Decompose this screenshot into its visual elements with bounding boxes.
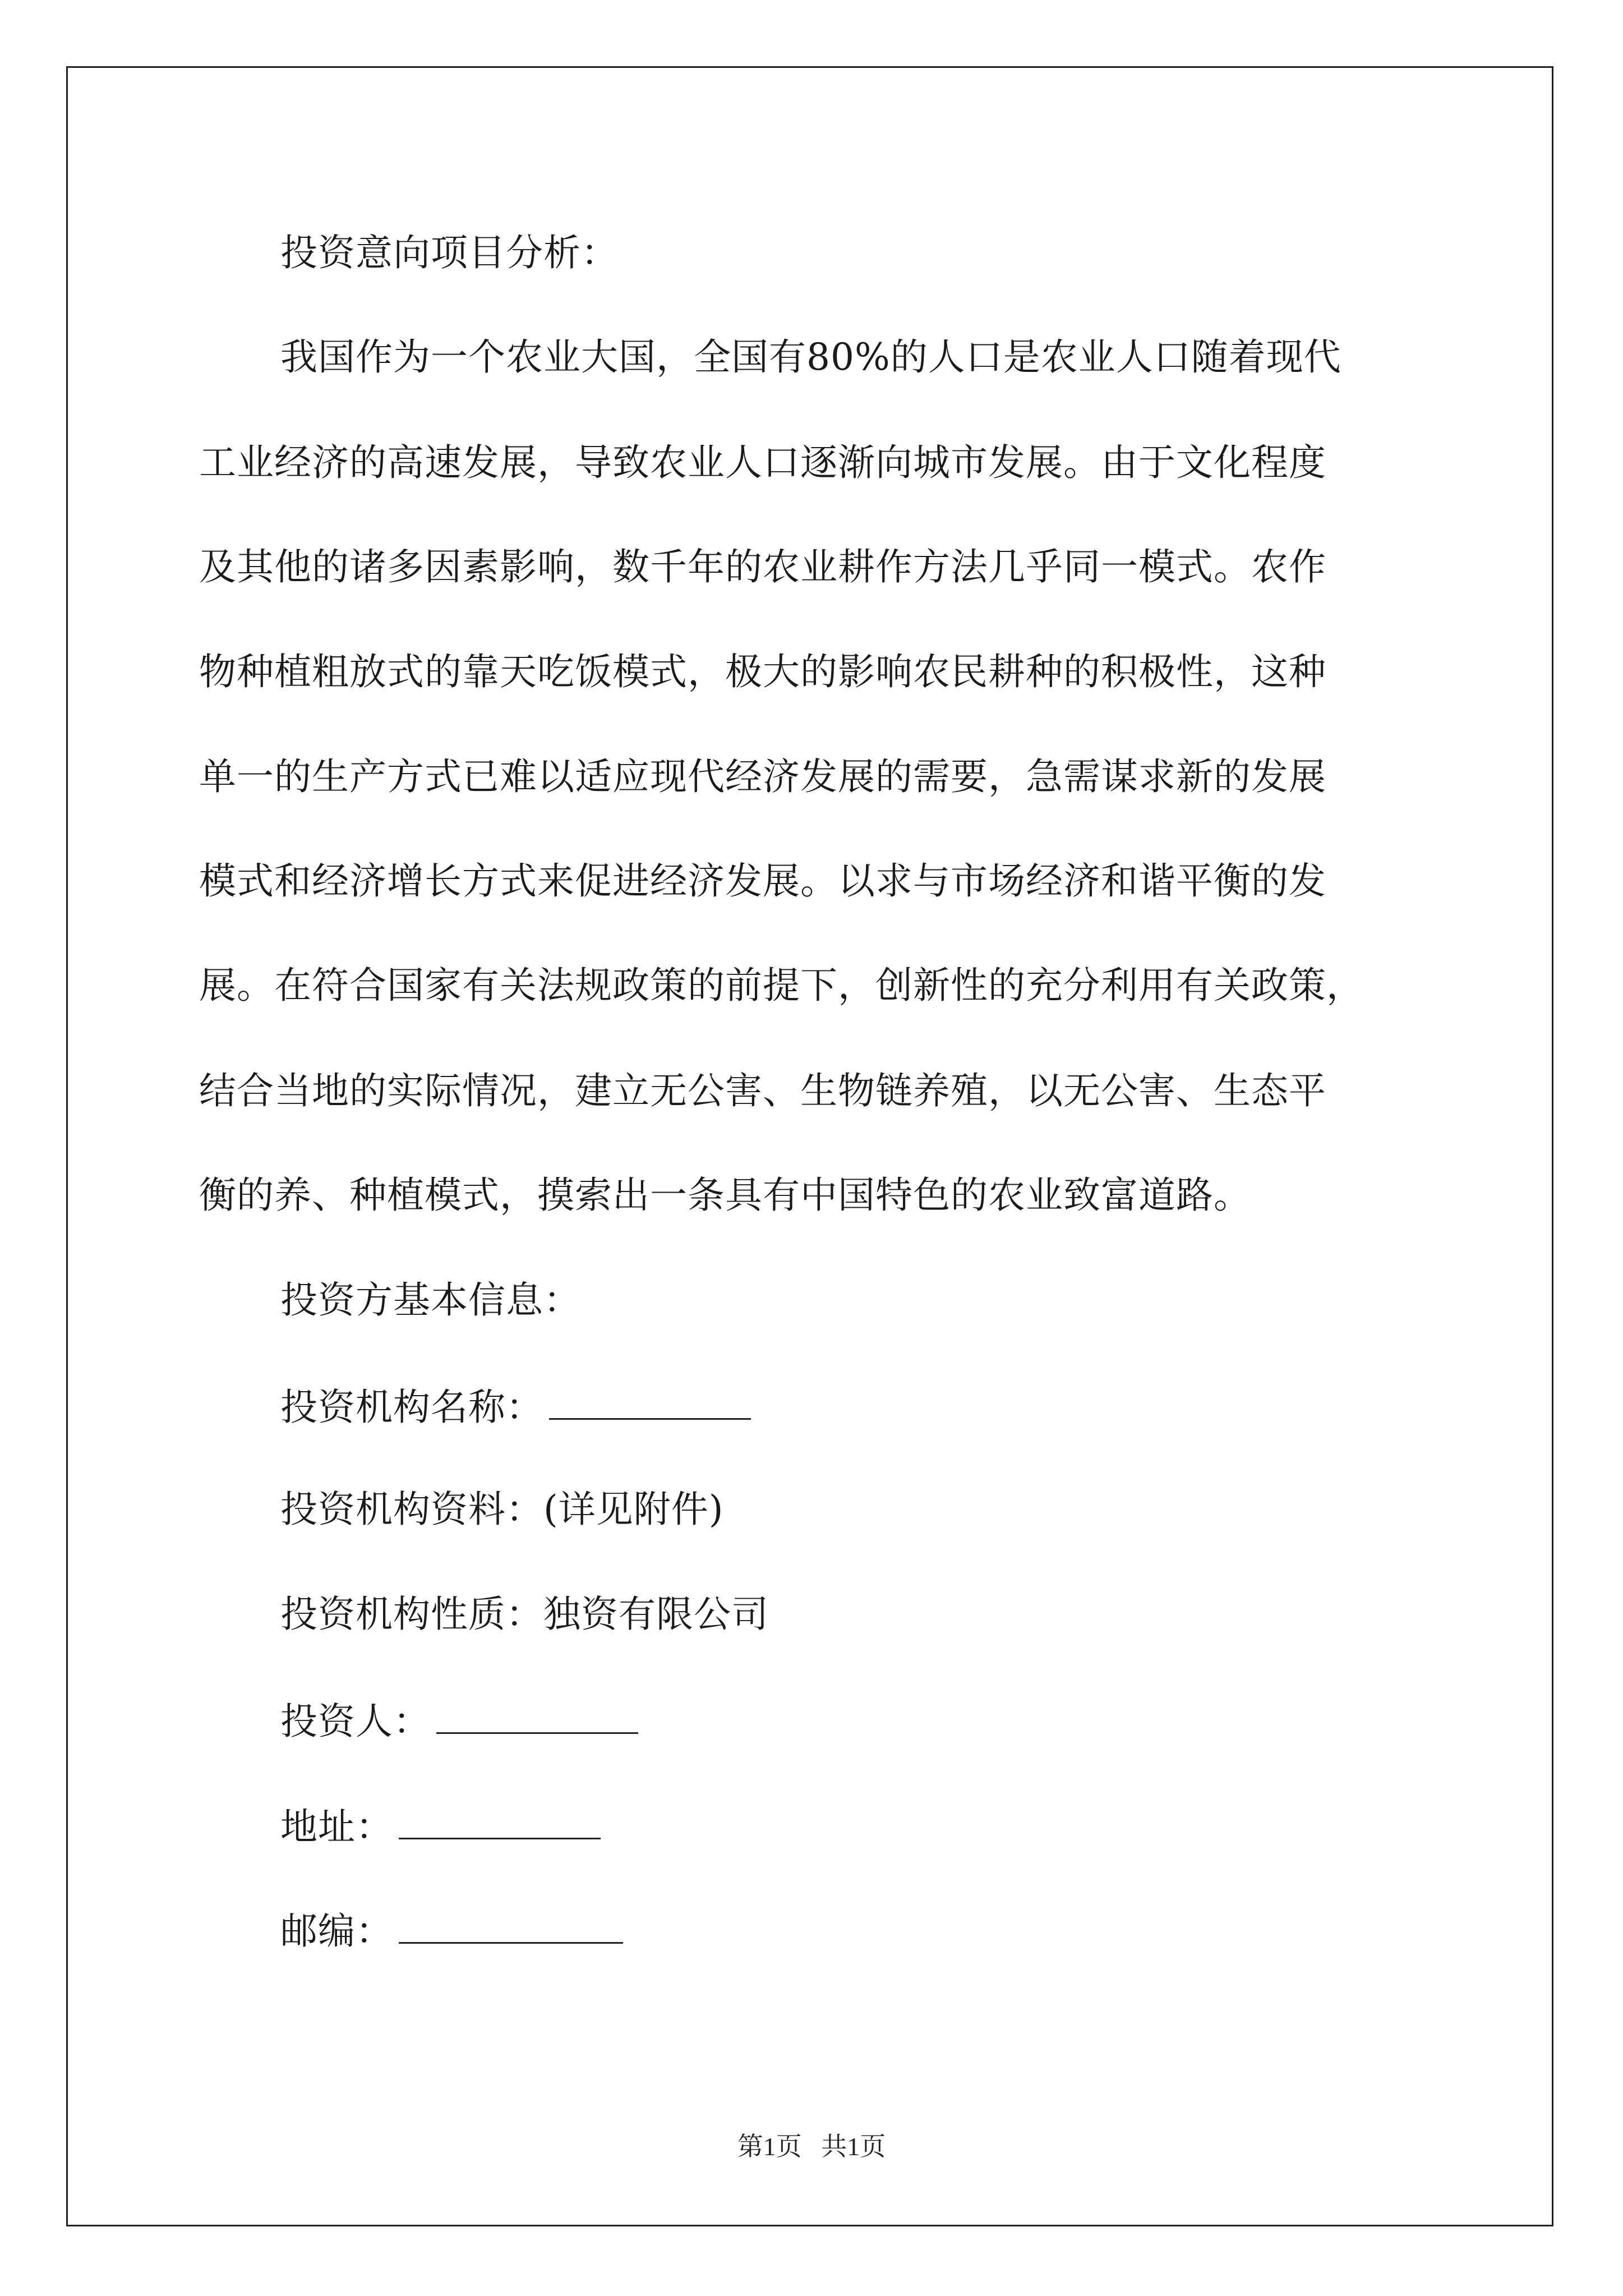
- org-name-label: 投资机构名称：: [280, 1386, 543, 1429]
- paragraph-line: 物种植粗放式的靠天吃饭模式，极大的影响农民耕种的积极性，这种: [199, 650, 1326, 693]
- paragraph-line: 衡的养、种植模式，摸索出一条具有中国特色的农业致富道路。: [199, 1174, 1251, 1217]
- paragraph-line: 结合当地的实际情况，建立无公害、生物链养殖，以无公害、生态平: [199, 1069, 1326, 1112]
- postcode-blank-field[interactable]: [399, 1910, 623, 1944]
- address-blank-field[interactable]: [399, 1805, 601, 1839]
- paragraph-line: 及其他的诸多因素影响，数千年的农业耕作方法几乎同一模式。农作: [199, 545, 1326, 588]
- org-nature-value: 独资有限公司: [543, 1593, 769, 1636]
- address-label: 地址：: [280, 1805, 393, 1848]
- paragraph-line: 模式和经济增长方式来促进经济发展。以求与市场经济和谐平衡的发: [199, 859, 1326, 903]
- paragraph-line: 单一的生产方式已难以适应现代经济发展的需要，急需谋求新的发展: [199, 755, 1326, 798]
- postcode-row: [280, 1910, 623, 1953]
- org-nature-row: [280, 1593, 769, 1636]
- postcode-label: 邮编：: [280, 1910, 393, 1953]
- org-name-blank-field[interactable]: [549, 1386, 751, 1420]
- org-info-row: [280, 1488, 724, 1531]
- section-heading-project-analysis: 投资意向项目分析：: [280, 231, 619, 274]
- investor-blank-field[interactable]: [436, 1700, 638, 1734]
- section-heading-investor-info: 投资方基本信息：: [280, 1278, 581, 1322]
- org-nature-label: 投资机构性质：: [280, 1593, 543, 1636]
- investor-row: [280, 1700, 638, 1743]
- investor-label: 投资人：: [280, 1700, 431, 1743]
- paragraph-line: 展。在符合国家有关法规政策的前提下，创新性的充分利用有关政策，: [199, 964, 1364, 1007]
- paragraph-line: 工业经济的高速发展，导致农业人口逐渐向城市发展。由于文化程度: [199, 441, 1326, 484]
- org-info-value: (详见附件): [543, 1488, 724, 1531]
- paragraph-line: 我国作为一个农业大国，全国有80%的人口是农业人口随着现代: [280, 335, 1341, 379]
- page-number-footer: 第1页 共1页: [737, 2132, 886, 2161]
- address-row: [280, 1805, 601, 1846]
- org-info-label: 投资机构资料：: [280, 1488, 543, 1531]
- page-border: [66, 66, 1553, 2226]
- org-name-row: [280, 1386, 751, 1429]
